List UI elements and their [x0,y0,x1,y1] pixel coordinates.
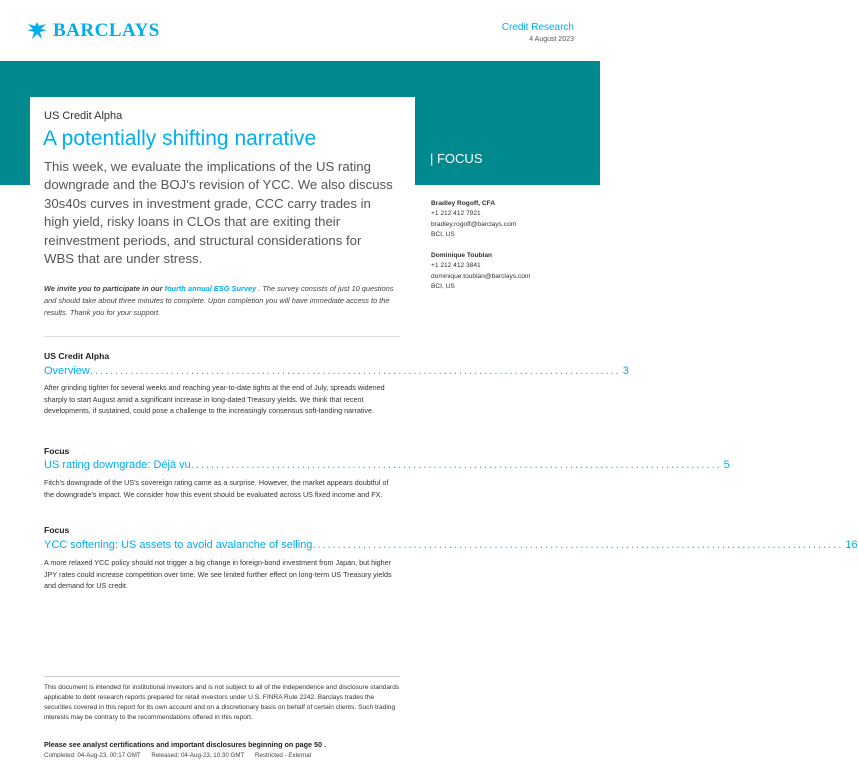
toc-section-label: US Credit Alpha [44,351,110,361]
analyst-name: Dominique Toublan [431,252,493,259]
analyst-entity: BCI, US [431,230,455,238]
report-meta [502,22,574,43]
toc-description: After grinding tighter for several weeks and reaching year-to-date tights at the end of July, spreads widened sharply to start August amid a significant increase in long-dated Treasury yields. We think that recent developments, if sustained, could pose a challenge to the increasingly consensus soft-landing narrative. [44,383,385,415]
restriction-label: Restricted - External [255,752,312,759]
toc-page-number: 5 [723,459,730,471]
eagle-icon [26,21,48,41]
survey-invite [44,283,399,319]
footer [44,752,320,759]
toc-description: Fitch's downgrade of the US's sovereign rating came as a surprise. However, the market appears doubtful of the downgrade's impact. We consider how this event should be evaluated across US fixed income and FX. [44,478,389,499]
analyst-email[interactable]: dominique.toublan@barclays.com [431,272,531,280]
brand-name: BARCLAYS [53,20,160,41]
certifications-notice[interactable]: Please see analyst certifications and important disclosures beginning on page 50 . [44,740,326,749]
divider [44,676,400,677]
analyst-name: Bradley Rogoff, CFA [431,200,496,207]
toc-leader: ......................................................................................................... [312,539,844,551]
toc-title: YCC softening: US assets to avoid avalanche of selling [44,539,313,551]
toc-entry-rating-downgrade[interactable] [44,459,730,471]
esg-survey-link[interactable]: fourth annual ESG Survey [164,284,257,293]
divider [44,336,400,337]
toc-title: US rating downgrade: Déjà vu [44,459,191,471]
toc-entry-ycc-softening[interactable] [44,539,858,551]
analyst-card [431,251,581,292]
analyst-card [431,199,581,240]
toc-leader: ......................................................................................................... [190,459,722,471]
page-title: A potentially shifting narrative [43,127,317,150]
toc-page-number: 16 [845,539,858,551]
analyst-email[interactable]: bradley.rogoff@barclays.com [431,220,517,228]
completed-stamp: Completed: 04-Aug-23, 00:17 GMT [44,752,141,759]
report-section: Credit Research [501,22,574,33]
lead-paragraph: This week, we evaluate the implications of the US rating downgrade and the BOJ's revision of YCC. We also discuss 30s40s curves in investment grade, CCC carry trades in high yield, risky loans in CLOs that are exiting their reinvestment periods, and structural considerations for WBS that are under stress. [44,159,393,267]
invite-prefix: We invite you to participate in our [44,284,163,293]
released-stamp: Released: 04-Aug-23, 10:30 GMT [151,752,245,759]
focus-tag: | FOCUS [430,151,483,166]
series-name: US Credit Alpha [44,110,123,122]
report-date: 4 August 2023 [529,36,574,43]
toc-leader: ......................................................................................................... [89,365,621,377]
toc-page-number: 3 [622,365,629,377]
toc-section-label: Focus [44,525,70,535]
invite-suffix: . The survey consists of just 10 questions and should take about three minutes to complete. Upon completion you will have immediate access to the results. Thank you for your support. [44,284,394,317]
analyst-phone: +1 212 412 7921 [431,210,481,218]
toc-description: A more relaxed YCC policy should not trigger a big change in foreign-bond investment from Japan, but higher JPY rates could increase competition over time. We see limited further effect on long-term US Treasury yields and demand for US credit. [44,558,392,590]
analyst-entity: BCI, US [431,282,455,290]
disclaimer-text: This document is intended for institutional investors and is not subject to all of the independence and disclosure standards applicable to debt research reports prepared for retail investors under U.S. FINRA Rule 2242. Barclays trades the securities covered in this report for its own account and on a discretionary basis on behalf of certain clients. Such trading interests may be contrary to the recommendations offered in this report. [44,684,400,721]
toc-section-label: Focus [44,446,70,456]
toc-entry-overview[interactable] [44,365,629,377]
barclays-logo[interactable] [26,20,160,42]
toc-title: Overview [44,365,90,377]
analyst-phone: +1 212 412 3841 [431,262,481,270]
